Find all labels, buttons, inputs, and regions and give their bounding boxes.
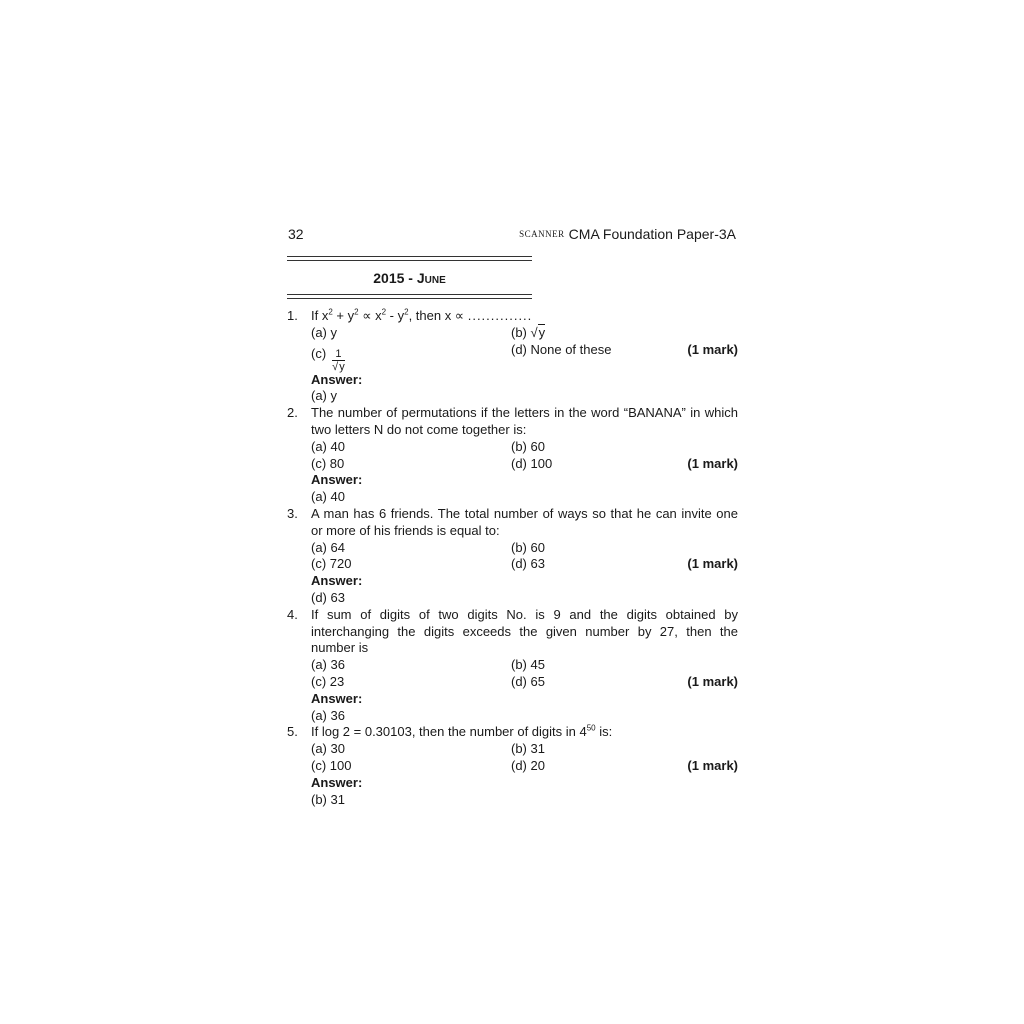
option-row: [311, 758, 738, 775]
option-d: (d) 20: [511, 757, 545, 773]
mark-label: (1 mark): [687, 455, 738, 471]
option-d: (d) 100: [511, 455, 553, 471]
mark-label: (1 mark): [687, 341, 738, 357]
answer-label: Answer:: [311, 774, 363, 790]
question-2: [287, 405, 738, 506]
option-row: [311, 556, 738, 573]
option-c: (c) 720: [311, 556, 352, 572]
option-row: [311, 342, 738, 372]
answer-label: Answer:: [311, 472, 363, 488]
answer-text: (d) 63: [311, 589, 345, 605]
question-number: 2.: [287, 405, 298, 421]
option-b: (b) 60: [511, 539, 545, 555]
question-text: If $x^2 + y^2 \propto x^2 - y^2$, then x ∝ ..............: [311, 307, 533, 323]
section-title: [287, 270, 532, 286]
section-top-rule: [287, 256, 532, 261]
option-c: (c) 23: [311, 673, 345, 689]
option-row: [311, 657, 738, 674]
answer-text: (a) 40: [311, 489, 345, 505]
section-session: June: [416, 270, 446, 286]
section-year: 2015 -: [373, 270, 413, 286]
option-d: (d) None of these: [511, 341, 612, 357]
question-text: A man has 6 friends. The total number of ways so that he can invite one or more of his friends is equal to:: [311, 505, 738, 538]
mark-label: (1 mark): [687, 556, 738, 572]
question-number: 5.: [287, 724, 298, 740]
mark-label: (1 mark): [687, 757, 738, 773]
option-c: (c) 100: [311, 757, 352, 773]
section-bottom-rule: [287, 294, 532, 299]
option-a: (a) 64: [311, 539, 345, 555]
option-row: [311, 456, 738, 473]
answer-text: (a) 36: [311, 707, 345, 723]
sqrt-symbol: √: [530, 324, 538, 340]
option-row: [311, 439, 738, 456]
answer-label: Answer:: [311, 371, 363, 387]
option-row: [311, 540, 738, 557]
option-b: (b) 60: [511, 438, 545, 454]
answer-label: Answer:: [311, 573, 363, 589]
book-title: CMA Foundation Paper-3A: [568, 226, 736, 242]
answer-text: (b) 31: [311, 791, 345, 807]
publisher-logo: SCANNER: [519, 229, 565, 239]
option-d: (d) 65: [511, 673, 545, 689]
question-3: [287, 506, 738, 607]
fraction: $\frac{1}{√y}$: [332, 347, 345, 373]
question-number: 4.: [287, 606, 298, 622]
option-a: (a) 36: [311, 657, 345, 673]
running-head: [519, 226, 736, 242]
question-list: [287, 308, 738, 808]
question-text: If sum of digits of two digits No. is 9 and the digits obtained by interchanging the digits exceeds the given number by 27, then the number is: [311, 606, 738, 656]
option-d: (d) 63: [511, 556, 545, 572]
question-number: 1.: [287, 308, 298, 323]
page-number: 32: [288, 226, 304, 242]
option-b: (b) 45: [511, 657, 545, 673]
answer-blank: ..............: [467, 308, 533, 323]
option-row: [311, 741, 738, 758]
mark-label: (1 mark): [687, 673, 738, 689]
answer-label: Answer:: [311, 690, 363, 706]
option-a: (a) y: [311, 324, 337, 340]
option-row: [311, 674, 738, 691]
question-1: [287, 308, 738, 405]
question-text: The number of permutations if the letters in the word “BANANA” in which two letters N do not come together is:: [311, 405, 738, 437]
option-c: (c) $\frac{1}{√y}$: [311, 345, 345, 373]
option-a: (a) 30: [311, 741, 345, 757]
question-number: 3.: [287, 505, 298, 521]
option-b: (b) 31: [511, 741, 545, 757]
answer-text: (a) y: [311, 388, 337, 404]
question-5: [287, 724, 738, 808]
option-b: (b) √y: [511, 324, 546, 340]
option-a: (a) 40: [311, 438, 345, 454]
option-row: [311, 325, 738, 342]
option-c: (c) 80: [311, 455, 345, 471]
question-4: [287, 607, 738, 725]
question-text: If log 2 = 0.30103, then the number of digits in $4^{50}$ is:: [311, 724, 613, 740]
